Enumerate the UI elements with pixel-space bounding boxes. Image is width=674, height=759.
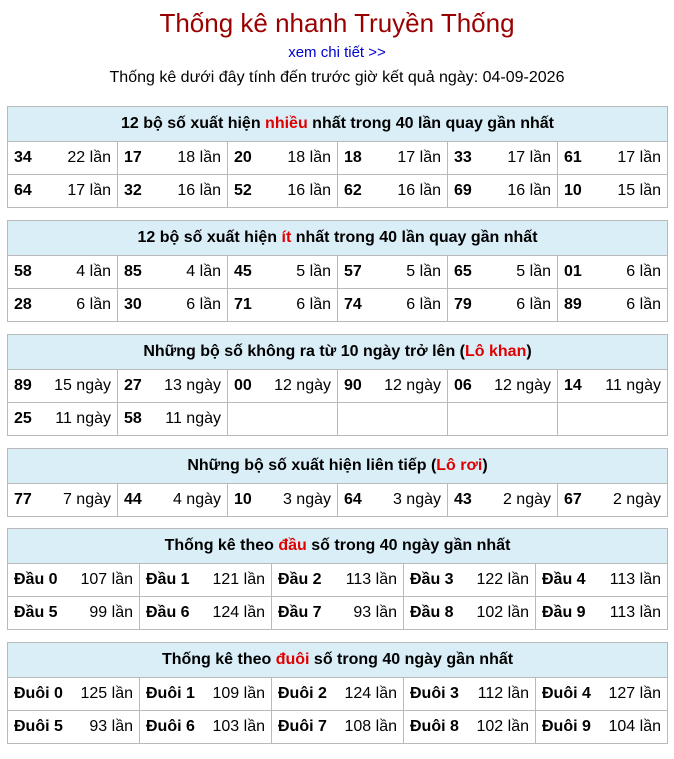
stat-count: 2 ngày [612,491,661,508]
stat-count: 12 ngày [494,377,551,394]
stats-section-3 [7,448,668,517]
stats-section-0 [7,106,668,208]
stat-cell [338,142,448,175]
stat-count: 7 ngày [62,491,111,508]
section-title-text: Thống kê theo [161,651,276,668]
stat-count: 18 lần [287,149,331,166]
stat-key: Đầu 5 [14,604,58,621]
stat-key: Đầu 9 [542,604,586,621]
stat-count: 93 lần [89,718,133,735]
stat-count: 6 lần [406,296,441,313]
stat-count: 103 lần [212,718,265,735]
stats-section-2 [7,334,668,436]
stat-count: 113 lần [345,571,397,588]
stat-cell [140,597,272,630]
stat-cell [448,256,558,289]
stat-count: 11 ngày [605,377,661,394]
section-title-text: số trong 40 ngày gần nhất [309,651,514,668]
stat-cell [558,175,668,208]
stat-key: 33 [454,149,472,166]
stat-count: 17 lần [507,149,551,166]
table-row [8,256,668,289]
stat-cell [8,597,140,630]
table-row [8,289,668,322]
stat-key: 58 [14,263,32,280]
stat-count: 17 lần [397,149,441,166]
stat-key: Đầu 1 [146,571,190,588]
stat-key: Đuôi 2 [278,685,327,702]
stat-count: 4 lần [186,263,221,280]
section-title-text: nhất trong 40 lần quay gần nhất [291,229,538,246]
section-title [8,529,668,564]
table-row [8,142,668,175]
stat-count: 16 lần [397,182,441,199]
stat-count: 5 lần [406,263,441,280]
stat-count: 5 lần [296,263,331,280]
table-row [8,175,668,208]
stat-key: Đầu 4 [542,571,586,588]
stat-cell [558,484,668,517]
stat-count: 15 lần [617,182,661,199]
stat-cell [404,678,536,711]
section-title-highlight: đuôi [275,651,310,668]
stat-key: 10 [234,491,252,508]
stat-count: 11 ngày [55,410,111,427]
table-row [8,678,668,711]
stat-cell [8,370,118,403]
stat-key: 10 [564,182,582,199]
stat-key: 64 [14,182,32,199]
stat-count: 6 lần [626,263,661,280]
stat-key: Đuôi 5 [14,718,63,735]
stat-cell [228,175,338,208]
section-title-text: nhất trong 40 lần quay gần nhất [307,115,554,132]
stat-cell [536,711,668,744]
stat-cell [118,256,228,289]
stat-key: 17 [124,149,142,166]
stat-count: 102 lần [476,604,529,621]
stat-key: Đầu 3 [410,571,454,588]
stat-count: 109 lần [212,685,265,702]
stat-cell [8,564,140,597]
stat-count: 124 lần [212,604,265,621]
stat-key: 34 [14,149,32,166]
stat-key: Đuôi 0 [14,685,63,702]
stat-key: Đầu 6 [146,604,190,621]
stat-cell [558,142,668,175]
stat-cell [536,678,668,711]
page-title: Thống kê nhanh Truyền Thống [159,8,515,38]
stat-cell [558,256,668,289]
stat-key: 74 [344,296,362,313]
stat-key: 32 [124,182,142,199]
stat-cell [404,564,536,597]
stats-section-4 [7,528,668,630]
stat-cell [338,370,448,403]
stats-section-1 [7,220,668,322]
stat-key: 90 [344,377,362,394]
stat-key: 00 [234,377,252,394]
stat-key: 85 [124,263,142,280]
stat-count: 5 lần [516,263,551,280]
stat-count: 104 lần [608,718,661,735]
stat-key: 65 [454,263,472,280]
section-title-highlight: Lô rơi [436,457,483,474]
stat-count: 3 ngày [282,491,331,508]
stat-key: 20 [234,149,252,166]
stat-count: 125 lần [80,685,133,702]
stat-key: 61 [564,149,582,166]
stat-count: 6 lần [186,296,221,313]
stat-count: 11 ngày [165,410,221,427]
view-details-link[interactable]: xem chi tiết >> [288,44,386,61]
stat-count: 108 lần [344,718,397,735]
stat-cell [448,484,558,517]
stat-cell [338,289,448,322]
section-title [8,335,668,370]
section-title [8,107,668,142]
section-title-text: 12 bộ số xuất hiện [121,115,266,132]
stat-key: 62 [344,182,362,199]
stat-cell [536,597,668,630]
stats-section-5 [7,642,668,744]
stat-key: Đầu 8 [410,604,454,621]
stat-count: 6 lần [76,296,111,313]
stat-key: Đuôi 9 [542,718,591,735]
stat-key: 52 [234,182,252,199]
stat-cell [140,678,272,711]
stat-cell [228,289,338,322]
stat-key: Đầu 7 [278,604,322,621]
stat-cell [118,142,228,175]
stat-cell [140,564,272,597]
stat-cell [8,711,140,744]
stat-cell [272,564,404,597]
stat-count: 124 lần [344,685,397,702]
stat-cell [8,256,118,289]
stat-cell [8,678,140,711]
stat-key: 27 [124,377,142,394]
stat-key: 89 [564,296,582,313]
stat-count: 16 lần [287,182,331,199]
section-title-text: số trong 40 ngày gần nhất [306,537,511,554]
table-row [8,564,668,597]
section-title [8,221,668,256]
table-row [8,597,668,630]
stat-key: Đuôi 6 [146,718,195,735]
stat-key: Đuôi 7 [278,718,327,735]
stat-key: Đầu 0 [14,571,58,588]
stat-cell [338,403,448,436]
stat-count: 22 lần [67,149,111,166]
stat-count: 127 lần [608,685,661,702]
stat-cell [140,711,272,744]
stat-count: 12 ngày [384,377,441,394]
stat-cell [8,142,118,175]
stat-count: 121 lần [212,571,265,588]
stat-count: 99 lần [89,604,133,621]
stat-key: Đuôi 1 [146,685,195,702]
stat-count: 18 lần [177,149,221,166]
stat-cell [558,289,668,322]
section-title-highlight: đầu [278,537,307,554]
stat-key: 89 [14,377,32,394]
stat-key: 57 [344,263,362,280]
stat-key: Đầu 2 [278,571,322,588]
stat-key: 25 [14,410,32,427]
stat-cell [118,370,228,403]
stat-count: 4 lần [76,263,111,280]
section-title-text: 12 bộ số xuất hiện [137,229,282,246]
stat-cell [228,484,338,517]
stat-count: 93 lần [353,604,397,621]
stat-count: 13 ngày [164,377,221,394]
stat-key: 77 [14,491,32,508]
stat-count: 113 lần [609,604,661,621]
stat-key: 01 [564,263,582,280]
stat-cell [8,175,118,208]
stat-key: 69 [454,182,472,199]
stat-key: 30 [124,296,142,313]
stat-count: 17 lần [617,149,661,166]
stat-cell [448,289,558,322]
stat-cell [338,484,448,517]
section-title [8,449,668,484]
stat-count: 112 lần [477,685,529,702]
stat-key: 71 [234,296,252,313]
stat-count: 6 lần [296,296,331,313]
stat-key: Đuôi 8 [410,718,459,735]
stat-key: 18 [344,149,362,166]
stat-cell [272,711,404,744]
stat-count: 113 lần [609,571,661,588]
stat-count: 15 ngày [54,377,111,394]
stat-cell [338,175,448,208]
stat-cell [8,484,118,517]
stat-key: 45 [234,263,252,280]
stat-key: 79 [454,296,472,313]
stat-count: 122 lần [476,571,529,588]
stat-count: 4 ngày [172,491,221,508]
stat-count: 3 ngày [392,491,441,508]
table-row [8,403,668,436]
stat-count: 16 lần [507,182,551,199]
stat-count: 102 lần [476,718,529,735]
stat-cell [448,175,558,208]
stat-cell [448,370,558,403]
stat-cell [536,564,668,597]
stat-key: 58 [124,410,142,427]
section-title-text: Những bộ số xuất hiện liên tiếp ( [187,457,437,474]
section-title-text: Thống kê theo [164,537,279,554]
stat-cell [448,142,558,175]
stat-cell [118,175,228,208]
stat-cell [8,403,118,436]
stat-cell [228,370,338,403]
stat-key: Đuôi 4 [542,685,591,702]
table-row [8,711,668,744]
stat-cell [558,403,668,436]
stat-cell [228,142,338,175]
stat-key: 44 [124,491,142,508]
stat-cell [118,289,228,322]
stat-key: 43 [454,491,472,508]
stat-count: 17 lần [67,182,111,199]
section-title-highlight: ít [281,229,292,246]
stat-cell [558,370,668,403]
stat-cell [338,256,448,289]
stat-cell [8,289,118,322]
page-subtitle: Thống kê dưới đây tính đến trước giờ kết quả ngày: 04-09-2026 [109,69,565,86]
table-row [8,484,668,517]
stat-key: 06 [454,377,472,394]
stat-count: 12 ngày [274,377,331,394]
stat-key: 28 [14,296,32,313]
stat-count: 6 lần [516,296,551,313]
stat-cell [228,256,338,289]
stat-count: 2 ngày [502,491,551,508]
section-title-highlight: nhiều [265,115,308,132]
stat-cell [404,711,536,744]
section-title-highlight: Lô khan [465,343,527,360]
stat-count: 16 lần [177,182,221,199]
stat-cell [404,597,536,630]
section-title-text: ) [482,457,488,474]
stat-cell [118,484,228,517]
stat-key: 14 [564,377,582,394]
stat-count: 6 lần [626,296,661,313]
stat-cell [448,403,558,436]
stat-key: 64 [344,491,362,508]
stat-count: 107 lần [80,571,133,588]
table-row [8,370,668,403]
section-title-text: Những bộ số không ra từ 10 ngày trở lên ( [143,343,465,360]
stat-cell [272,597,404,630]
stat-key: Đuôi 3 [410,685,459,702]
section-title [8,643,668,678]
stat-key: 67 [564,491,582,508]
stat-cell [228,403,338,436]
stat-cell [118,403,228,436]
section-title-text: ) [526,343,532,360]
stat-cell [272,678,404,711]
